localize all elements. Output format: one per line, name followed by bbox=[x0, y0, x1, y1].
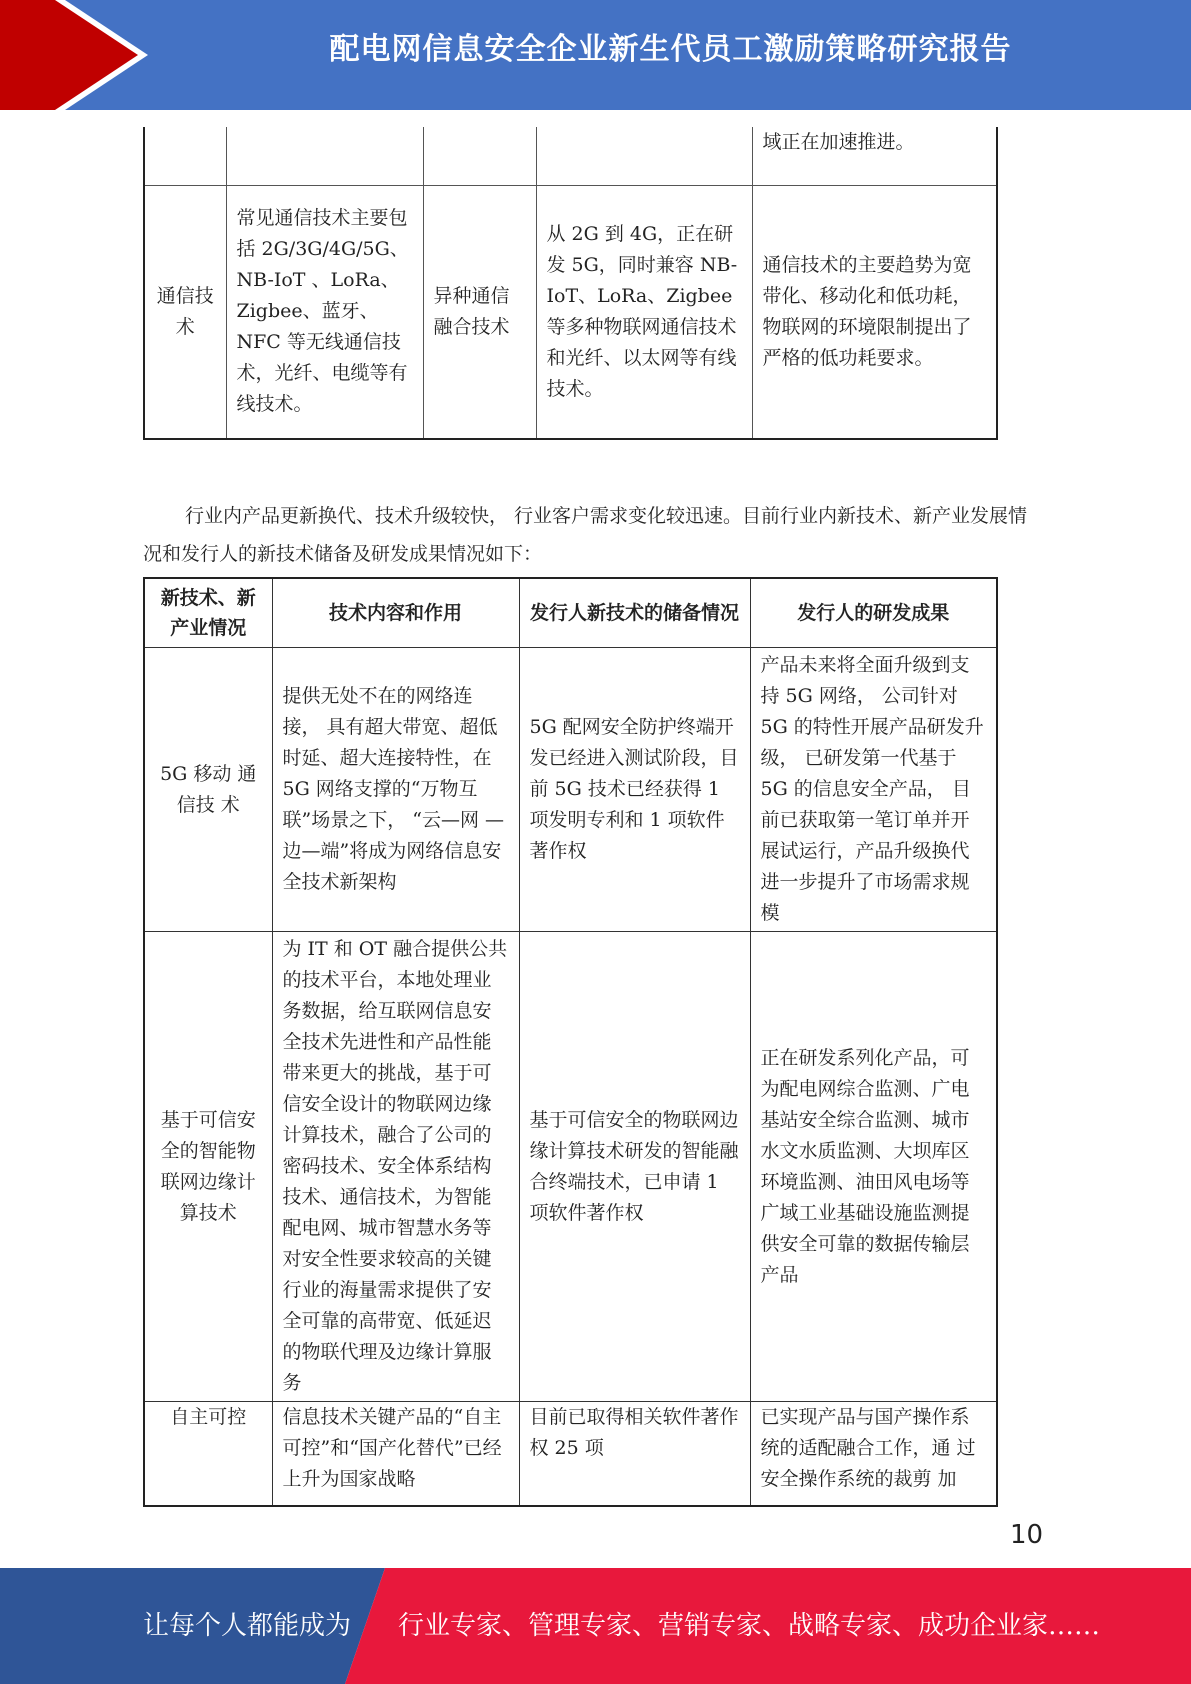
table-header-row bbox=[144, 578, 997, 648]
table-cell: 通信技术的主要趋势为宽带化、移动化和低功耗，物联网的环境限制提出了严格的低功耗要求。 bbox=[752, 185, 997, 439]
page-number: 10 bbox=[1010, 1520, 1044, 1550]
table-cell: 信息技术关键产品的“自主可控”和“国产化替代”已经上升为国家战略 bbox=[272, 1402, 519, 1506]
table-row bbox=[144, 185, 997, 439]
new-tech-table bbox=[143, 577, 998, 1507]
table-cell: 提供无处不在的网络连接， 具有超大带宽、超低时延、超大连接特性，在 5G 网络支撑的“万物互联”场景之下， “云—网 —边—端”将成为网络信息安全技术新架构 bbox=[272, 648, 519, 932]
table-cell: 基于可信安全的物联网边缘计算技术研发的智能融合终端技术，已申请 1 项软件著作权 bbox=[519, 932, 750, 1402]
continued-table bbox=[143, 127, 998, 440]
report-title: 配电网信息安全企业新生代员工激励策略研究报告 bbox=[329, 32, 1012, 67]
table-header: 发行人新技术的储备情况 bbox=[519, 578, 750, 648]
table-cell: 产品未来将全面升级到支持 5G 网络， 公司针对 5G 的特性开展产品研发升级， 已研发第一代基于 5G 的信息安全产品， 目前已获取第一笔订单并开展试运行，产品升级换代进一步提升了市场需求规模 bbox=[750, 648, 997, 932]
footer-slogan-left: 让每个人都能成为 bbox=[143, 1611, 352, 1641]
table-cell: 常见通信技术主要包括 2G/3G/4G/5G、NB-IoT 、LoRa、 Zigbee、蓝牙、 NFC 等无线通信技术，光纤、电缆等有线技术。 bbox=[226, 185, 423, 439]
table-cell: 5G 配网安全防护终端开发已经进入测试阶段，目前 5G 技术已经获得 1 项发明专利和 1 项软件著作权 bbox=[519, 648, 750, 932]
header-band bbox=[0, 0, 1191, 110]
table-row bbox=[144, 1402, 997, 1506]
table-cell: 正在研发系列化产品，可为配电网综合监测、广电基站安全综合监测、城市水文水质监测、大坝库区环境监测、油田风电场等广域工业基础设施监测提供安全可靠的数据传输层产品 bbox=[750, 932, 997, 1402]
table-cell: 自主可控 bbox=[144, 1402, 272, 1506]
table-cell: 从 2G 到 4G，正在研发 5G，同时兼容 NB-IoT、LoRa、Zigbee 等多种物联网通信技术和光纤、以太网等有线技术。 bbox=[536, 185, 752, 439]
table-row bbox=[144, 932, 997, 1402]
table-header: 新技术、新产业情况 bbox=[144, 578, 272, 648]
table-cell: 基于可信安全的智能物联网边缘计算技术 bbox=[144, 932, 272, 1402]
table-row bbox=[144, 127, 997, 185]
table-cell: 目前已取得相关软件著作权 25 项 bbox=[519, 1402, 750, 1506]
table-header: 技术内容和作用 bbox=[272, 578, 519, 648]
table-cell: 域正在加速推进。 bbox=[752, 127, 997, 185]
footer-slogan-right: 行业专家、管理专家、营销专家、战略专家、成功企业家…… bbox=[398, 1611, 1101, 1641]
table-row bbox=[144, 648, 997, 932]
table-cell: 已实现产品与国产操作系统的适配融合工作，通 过安全操作系统的裁剪 加 bbox=[750, 1402, 997, 1506]
footer-band bbox=[0, 1568, 1191, 1684]
table-cell: 为 IT 和 OT 融合提供公共的技术平台，本地处理业务数据，给互联网信息安全技术先进性和产品性能带来更大的挑战，基于可信安全设计的物联网边缘计算技术，融合了公司的密码技术、安全体系结构技术、通信技术，为智能配电网、城市智慧水务等对安全性要求较高的关键行业的海量需求提供了安全可靠的高带宽、低延迟的物联代理及边缘计算服务 bbox=[272, 932, 519, 1402]
table-header: 发行人的研发成果 bbox=[750, 578, 997, 648]
table-cell: 5G 移动 通 信技 术 bbox=[144, 648, 272, 932]
table-cell: 异种通信融合技术 bbox=[423, 185, 536, 439]
table-cell: 通信技术 bbox=[144, 185, 226, 439]
body-paragraph: 行业内产品更新换代、技术升级较快， 行业客户需求变化较迅速。目前行业内新技术、新产业发展情况和发行人的新技术储备及研发成果情况如下： bbox=[143, 505, 1028, 565]
